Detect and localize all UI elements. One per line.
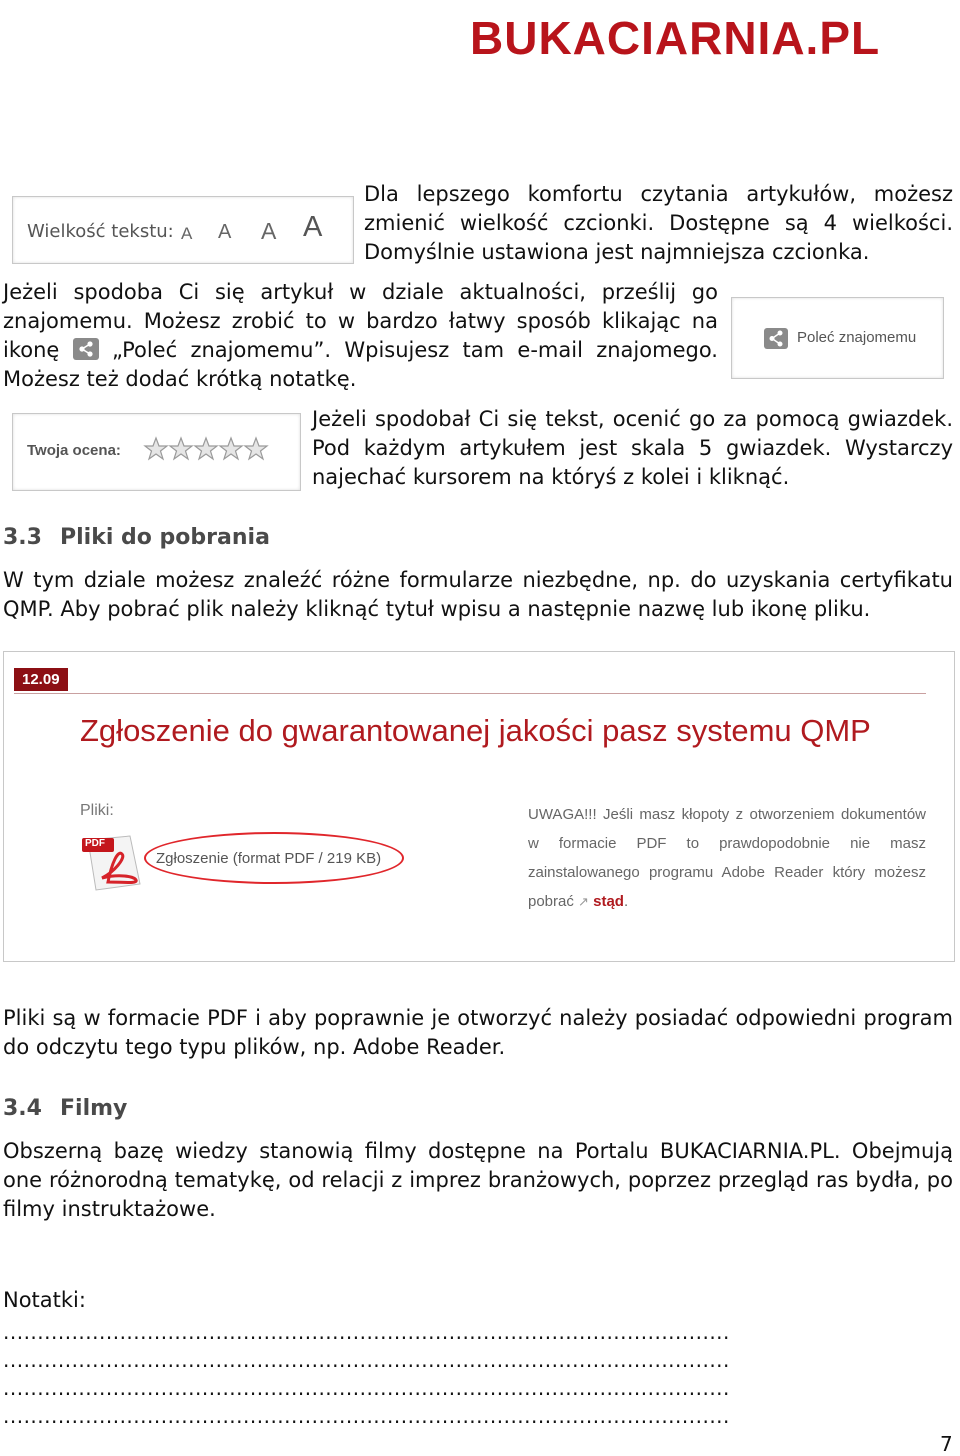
recommend-widget[interactable] (731, 297, 944, 379)
warning-body: UWAGA!!! Jeśli masz kłopoty z otworzeniem dokumentów w formacie PDF to prawdopodobnie nie masz zainstalowanego programu Adobe Reader który możesz pobrać (528, 806, 926, 910)
logo-text: BUKACIARNIA.PL (470, 12, 881, 64)
section-3-3-text: W tym dziale możesz znaleźć różne formularze niezbędne, np. do uzyskania certyfikatu QMP. Aby pobrać plik należy kliknąć tytuł wpisu a następnie nazwę lub ikonę pliku. (3, 568, 953, 621)
font-size-option-2[interactable]: A (218, 221, 232, 243)
font-size-option-1[interactable]: A (181, 224, 193, 243)
section-3-4-heading (3, 1096, 127, 1121)
rating-stars (143, 436, 269, 466)
external-link-icon: ↗ (578, 894, 589, 909)
rating-widget (12, 413, 301, 491)
font-size-option-3[interactable]: A (261, 218, 277, 244)
notes-line: .......................................................................................................... (3, 1350, 730, 1370)
font-size-widget (12, 196, 354, 264)
recommend-text-before: Jeżeli spodoba Ci się artykuł w dziale aktualności, prześlij go znajomemu. Możesz zrobić to w bardzo łatwy sposób klikając na ikonę (3, 280, 718, 362)
font-size-label: Wielkość tekstu: (27, 221, 174, 242)
section-3-4-text: Obszerną bazę wiedzy stanowią filmy dostępne na Portalu BUKACIARNIA.PL. Obejmują one różnorodną tematykę, od relacji z imprez branżowych, poprzez przegląd ras bydła, po filmy instruktażowe. (3, 1139, 953, 1221)
bukaciarnia-logo (470, 8, 952, 68)
star-icon[interactable] (145, 438, 167, 459)
star-icon[interactable] (220, 438, 242, 459)
notes-line: .......................................................................................................... (3, 1378, 730, 1398)
font-size-option-4[interactable]: A (303, 211, 323, 243)
pdf-note: Pliki są w formacie PDF i aby poprawnie je otworzyć należy posiadać odpowiedni program do odczytu tego typu plików, np. Adobe Reader. (3, 1006, 953, 1059)
rating-label: Twoja ocena: (27, 442, 121, 459)
divider (14, 693, 926, 694)
star-icon[interactable] (170, 438, 192, 459)
font-size-description: Dla lepszego komfortu czytania artykułów, możesz zmienić wielkość czcionki. Dostępne są 4 wielkości. Domyślnie ustawiona jest najmniejsza czcionka. (364, 182, 953, 264)
notes-line: .......................................................................................................... (3, 1406, 730, 1426)
date-badge: 12.09 (14, 668, 68, 691)
section-title: Filmy (60, 1096, 128, 1121)
pdf-icon[interactable] (78, 832, 148, 892)
recommend-description (3, 278, 718, 394)
pdf-icon-label: PDF (85, 838, 105, 849)
warning-end: . (623, 893, 629, 910)
share-icon (73, 338, 99, 360)
section-number: 3.3 (3, 525, 42, 550)
warning-text (528, 800, 926, 916)
downloads-screenshot (3, 651, 955, 962)
files-label: Pliki: (80, 802, 114, 819)
section-number: 3.4 (3, 1096, 42, 1121)
post-title[interactable]: Zgłoszenie do gwarantowanej jakości pasz systemu QMP (80, 713, 871, 748)
star-icon[interactable] (195, 438, 217, 459)
rating-description: Jeżeli spodobał Ci się tekst, ocenić go za pomocą gwiazdek. Pod każdym artykułem jest skala 5 gwiazdek. Wystarczy najechać kursorem na któryś z kolei i kliknąć. (312, 407, 953, 489)
share-icon (764, 328, 788, 349)
notes-label: Notatki: (3, 1288, 86, 1312)
recommend-text-after: „Poleć znajomemu”. Wpisujesz tam e-mail znajomego. Możesz też dodać krótką notatkę. (3, 338, 718, 391)
section-3-3-heading (3, 525, 270, 550)
file-link[interactable]: Zgłoszenie (format PDF / 219 KB) (156, 850, 382, 867)
notes-line: .......................................................................................................... (3, 1322, 730, 1342)
stars-svg (143, 436, 269, 462)
star-icon[interactable] (245, 438, 267, 459)
page-number: 7 (940, 1432, 953, 1456)
recommend-widget-label: Poleć znajomemu (797, 329, 917, 346)
section-title: Pliki do pobrania (60, 525, 270, 550)
download-link[interactable]: stąd (593, 893, 624, 910)
